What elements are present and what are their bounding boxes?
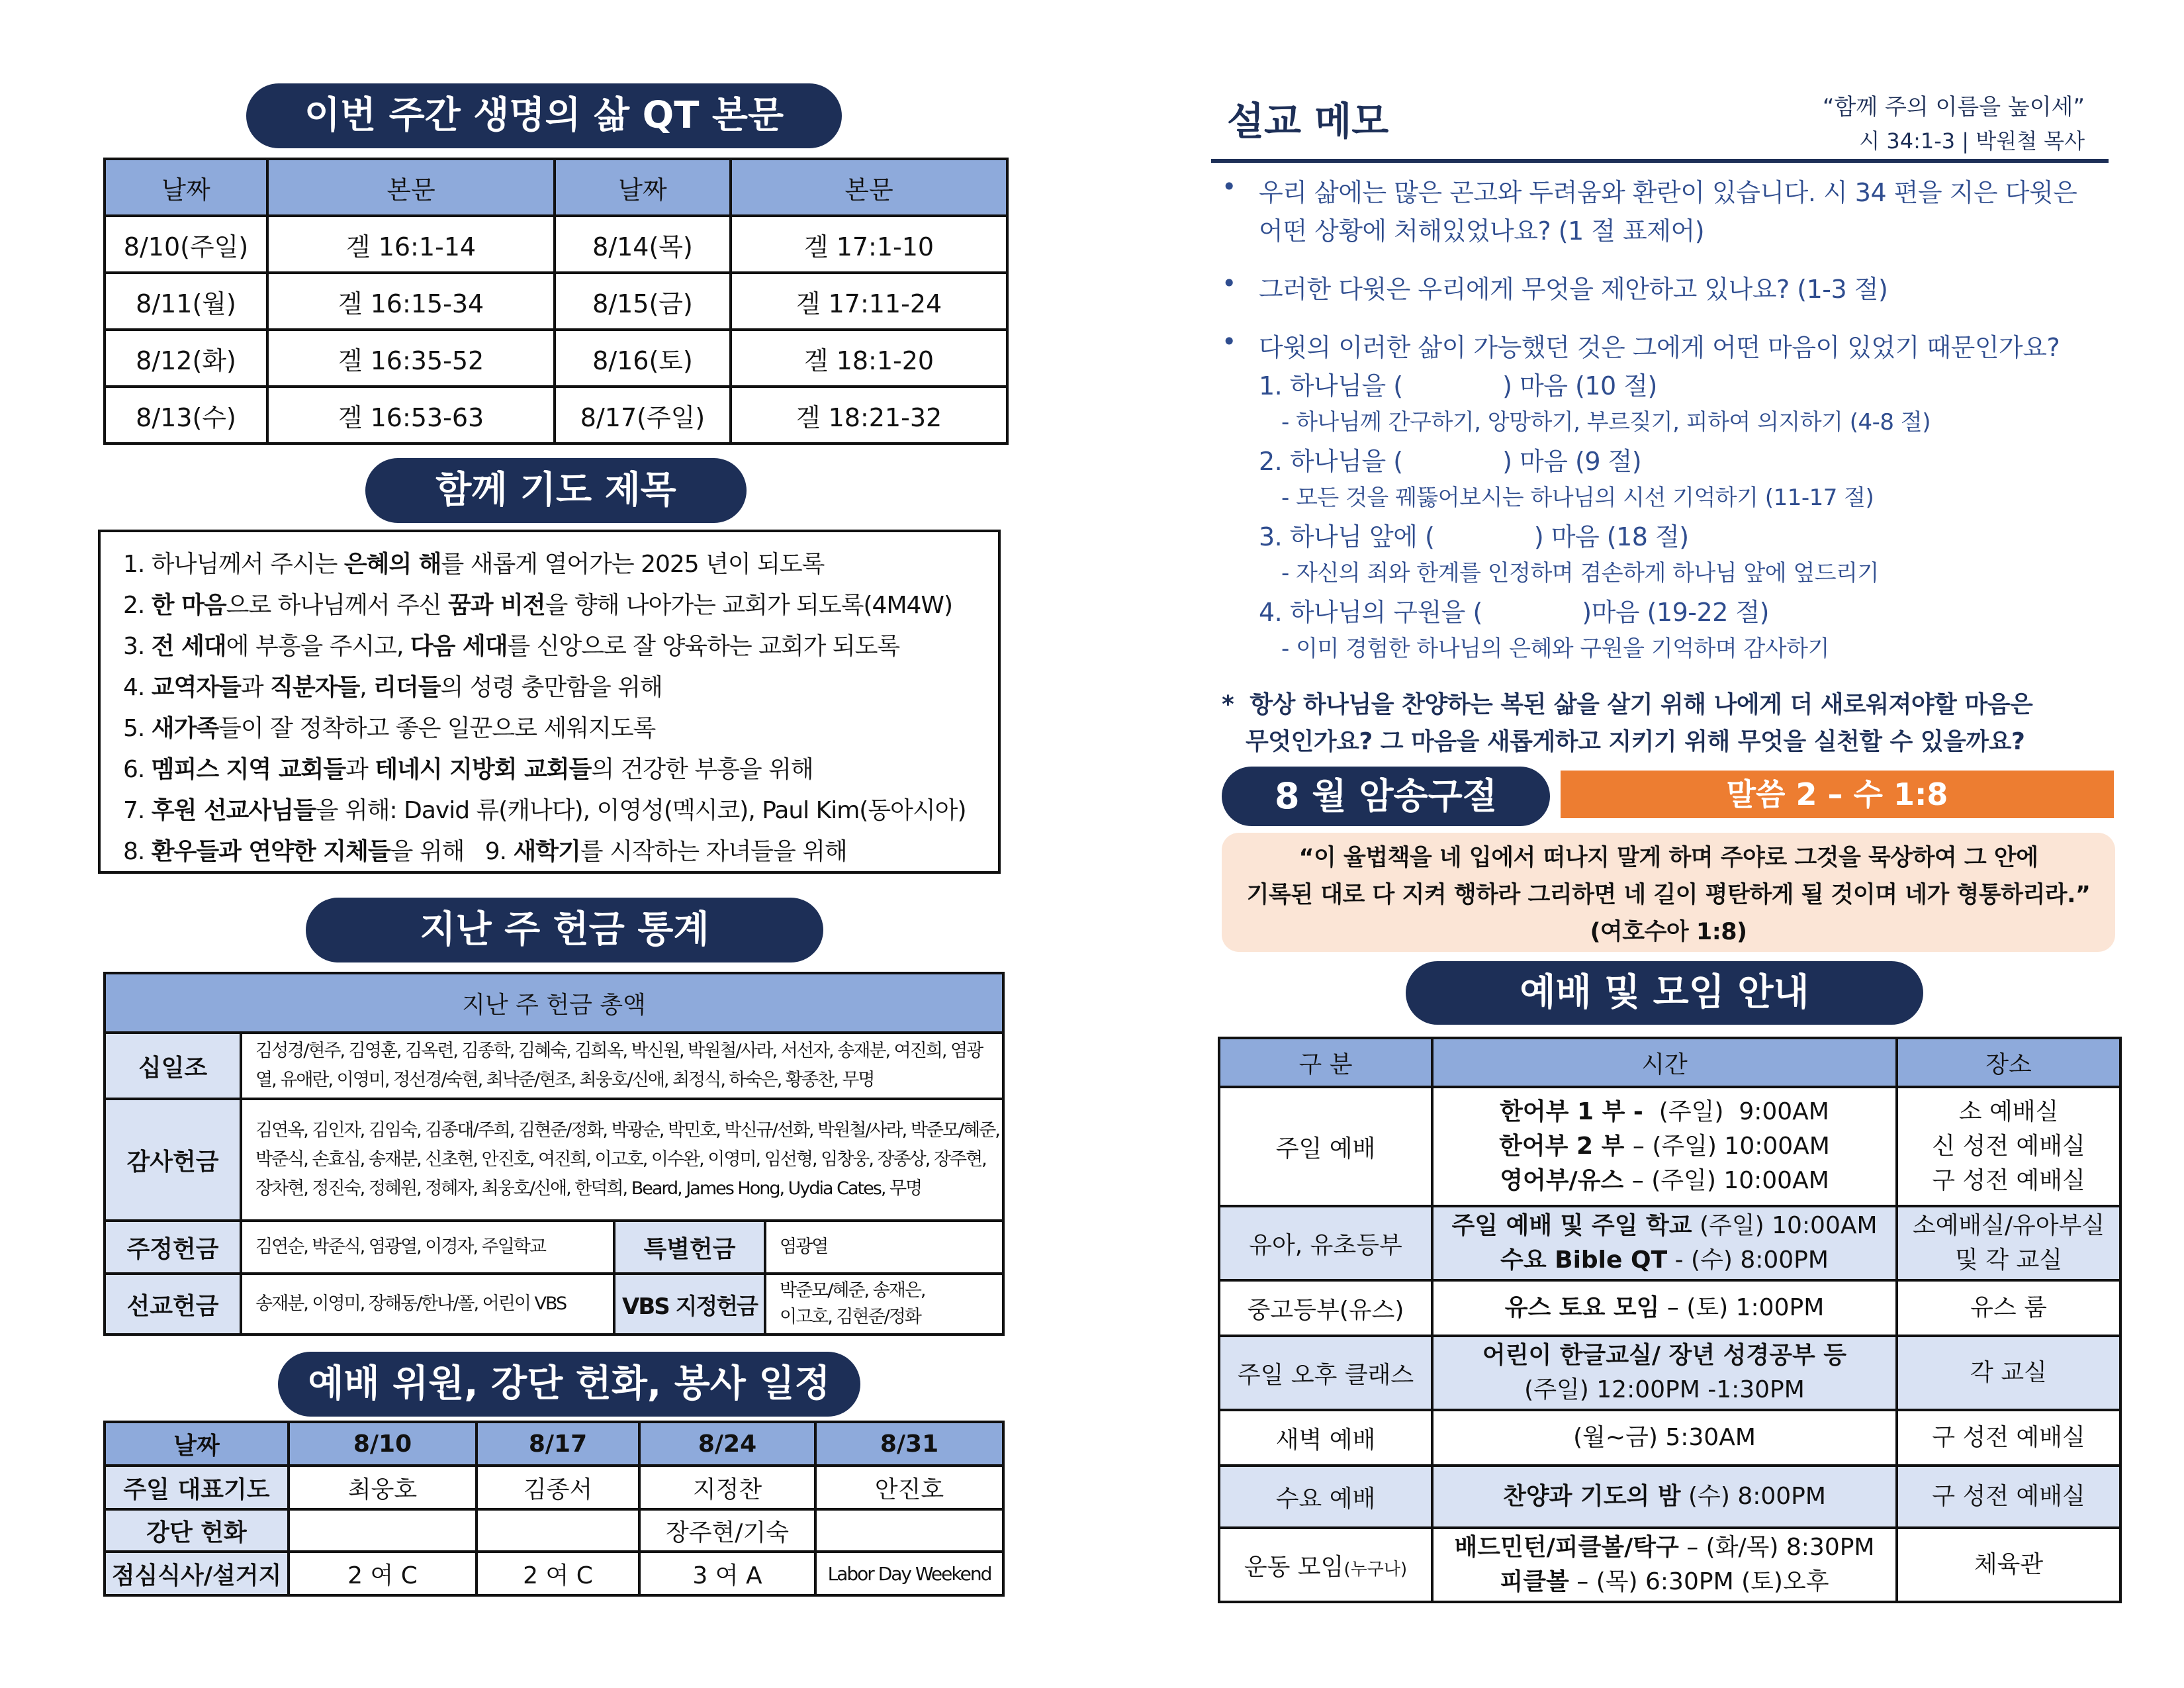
- prayer-item: [123, 544, 998, 585]
- schedule-header: 8/10: [289, 1422, 477, 1466]
- table-row: [105, 1509, 1003, 1552]
- schedule-cell: [477, 1509, 639, 1552]
- table-row: [105, 1033, 1003, 1099]
- schedule-cell: 김종서: [477, 1466, 639, 1509]
- worship-header: 구 분: [1219, 1038, 1432, 1087]
- qt-cell: 8/10(주일): [105, 216, 267, 273]
- schedule-header: 8/24: [639, 1422, 815, 1466]
- text-run: 5.: [123, 715, 152, 742]
- qt-cell: 겔 16:53-63: [267, 387, 555, 444]
- worship-place-line: 구 성전 예배실: [1932, 1424, 2085, 1451]
- offering-table: [103, 972, 1005, 1336]
- qt-cell: 8/13(수): [105, 387, 267, 444]
- qt-cell: 8/17(주일): [555, 387, 731, 444]
- worship-place: [1897, 1410, 2120, 1466]
- worship-time: [1432, 1087, 1897, 1206]
- schedule-cell: 최웅호: [289, 1466, 477, 1509]
- qt-cell: 8/15(금): [555, 273, 731, 330]
- schedule-cell: 3 여 A: [639, 1552, 815, 1595]
- text-run: 3.: [123, 633, 152, 660]
- prayer-item: [123, 749, 998, 790]
- sermon-question: 그러한 다윗은 우리에게 무엇을 제안하고 있나요? (1-3 절): [1259, 275, 1888, 304]
- qt-cell: 겔 16:1-14: [267, 216, 555, 273]
- worship-time-line: [1433, 1209, 1895, 1243]
- qt-cell: 겔 16:35-52: [267, 330, 555, 387]
- worship-category: [1219, 1466, 1432, 1528]
- sermon-point-detail: - 하나님께 간구하기, 앙망하기, 부르짖기, 피하여 의지하기 (4-8 절): [1281, 409, 1931, 436]
- offering-label: 주정헌금: [105, 1221, 241, 1274]
- text-run: – (화/목) 8:30PM: [1678, 1534, 1875, 1561]
- sermon-point-detail: - 이미 경험한 하나님의 은혜와 구원을 기억하며 감사하기: [1281, 635, 1829, 662]
- bullet-icon: •: [1222, 327, 1236, 356]
- worship-time-line: [1433, 1421, 1895, 1455]
- worship-category: [1219, 1410, 1432, 1466]
- text-run: 을 위해 9.: [390, 838, 514, 865]
- worship-place-line: 구 성전 예배실: [1932, 1483, 2085, 1510]
- text-run: 유스 토요 모임: [1504, 1294, 1660, 1321]
- text-run: 새가족: [151, 715, 219, 742]
- table-row: [1219, 1410, 2120, 1466]
- worship-category-label: 주일 예배: [1275, 1135, 1376, 1162]
- worship-time-line: [1433, 1530, 1895, 1565]
- text-run: 과: [345, 756, 375, 783]
- worship-place: [1897, 1528, 2120, 1602]
- memory-verse-line: (여호수아 1:8): [1590, 919, 1747, 945]
- text-run: 환우들과 연약한 지체들: [151, 838, 390, 865]
- text-run: 6.: [123, 756, 152, 783]
- qt-table: [103, 158, 1009, 445]
- offering-names: [765, 1274, 1003, 1335]
- offering-label: 선교헌금: [105, 1274, 241, 1335]
- worship-header: 장소: [1897, 1038, 2120, 1087]
- worship-time: [1432, 1528, 1897, 1602]
- text-run: 리더들: [373, 674, 441, 701]
- sermon-question: 다윗의 이러한 삶이 가능했던 것은 그에게 어떤 마음이 있었기 때문인가요?: [1259, 333, 2060, 362]
- schedule-label: 주일 대표기도: [105, 1466, 289, 1509]
- worship-category-label: 중고등부(유스): [1247, 1296, 1404, 1324]
- text-run: 꿈과 비전: [448, 592, 545, 619]
- offering-total-label: 지난 주 헌금 총액: [105, 973, 1003, 1033]
- sermon-title: 설교 메모: [1227, 99, 1389, 144]
- table-row: [105, 1221, 1003, 1274]
- table-row: [105, 1552, 1003, 1595]
- prayer-item: [123, 708, 998, 749]
- worship-place: [1897, 1336, 2120, 1410]
- schedule-cell: [815, 1509, 1003, 1552]
- schedule-cell: 2 여 C: [477, 1552, 639, 1595]
- worship-category-note: (누구나): [1343, 1559, 1408, 1579]
- sermon-reflection: 무엇인가요? 그 마음을 새롭게하고 지키기 위해 무엇을 실천할 수 있을까요?: [1246, 728, 2025, 755]
- table-row: [1219, 1336, 2120, 1410]
- worship-time: [1432, 1466, 1897, 1528]
- text-run: 의 성령 충만함을 위해: [440, 674, 662, 701]
- table-row: [105, 1274, 1003, 1335]
- text-run: 4.: [123, 674, 152, 701]
- worship-category: [1219, 1528, 1432, 1602]
- offering-names: 염광열: [765, 1221, 1003, 1274]
- sermon-question: 어떤 상황에 처해있었나요? (1 절 표제어): [1259, 216, 1705, 246]
- prayer-item: [123, 831, 998, 872]
- table-row: [105, 330, 1007, 387]
- text-run: 찬양과 기도의 밤: [1503, 1483, 1681, 1510]
- worship-time: [1432, 1280, 1897, 1336]
- text-run: 은혜의 해: [343, 551, 441, 578]
- qt-header: 본문: [731, 159, 1007, 216]
- text-run: 을 위해: David 류(캐나다), 이영성(멕시코), Paul Kim(동아시아): [315, 797, 966, 824]
- schedule-cell: 안진호: [815, 1466, 1003, 1509]
- table-row: [105, 1099, 1003, 1221]
- text-run: - (수) 8:00PM: [1667, 1246, 1829, 1274]
- table-row: [105, 387, 1007, 444]
- sermon-point-detail: - 자신의 죄와 한계를 인정하며 겸손하게 하나님 앞에 엎드리기: [1281, 560, 1879, 586]
- schedule-cell: [289, 1509, 477, 1552]
- text-run: 직분자들: [270, 674, 360, 701]
- prayer-item: [123, 585, 998, 626]
- sermon-reflection: * 항상 하나님을 찬양하는 복된 삶을 살기 위해 나에게 더 새로워져야할 마음은: [1222, 691, 2033, 718]
- text-run: – (주일) 10:00AM: [1631, 1167, 1829, 1194]
- offering-label: 십일조: [105, 1033, 241, 1099]
- qt-title: 이번 주간 생명의 삶 QT 본문: [246, 83, 842, 148]
- vbs-line: 이고호, 김현준/정화: [780, 1307, 921, 1327]
- worship-category-label: 수요 예배: [1275, 1485, 1376, 1513]
- qt-cell: 겔 18:21-32: [731, 387, 1007, 444]
- worship-table: [1218, 1037, 2122, 1603]
- offering-names: 김연옥, 김인자, 김임숙, 김종대/주희, 김현준/정화, 박광순, 박민호, 박신규/선화, 박원철/사라, 박준모/혜준, 박준식, 손효심, 송재분, 신초현, 안진호, 여진희, 이고호, 이수완, 이영미, 임선형, 임창웅, 장종상, 장주현, 장차현, 정진숙, 정혜원, 정혜자, 최웅호/신애, 한덕희, Beard, James Hong, Uydia Cates, 무명: [241, 1099, 1003, 1221]
- worship-time-line: [1433, 1095, 1895, 1129]
- worship-category-label: 운동 모임: [1244, 1553, 1344, 1581]
- worship-place: [1897, 1280, 2120, 1336]
- offering-label: VBS 지정헌금: [614, 1274, 765, 1335]
- text-run: 한어부 1 부 -: [1500, 1098, 1652, 1125]
- worship-place-line: 신 성전 예배실: [1932, 1133, 2085, 1160]
- prayer-list: [123, 544, 998, 872]
- sermon-quote: “함께 주의 이름을 높이세”: [1822, 94, 2085, 120]
- offering-names: 송재분, 이영미, 장해동/한나/폴, 어린이 VBS: [241, 1274, 614, 1335]
- schedule-header: 날짜: [105, 1422, 289, 1466]
- worship-place-line: 유스 룸: [1970, 1294, 2047, 1321]
- text-run: – (주일) 10:00AM: [1632, 1133, 1830, 1160]
- worship-place-line: 및 각 교실: [1955, 1246, 2062, 1274]
- sermon-reference: 시 34:1-3 | 박원철 목사: [1859, 128, 2085, 154]
- worship-place: [1897, 1206, 2120, 1280]
- schedule-cell: 지정찬: [639, 1466, 815, 1509]
- sermon-point: 4. 하나님의 구원을 ( )마음 (19-22 절): [1259, 598, 1769, 627]
- table-row: [1219, 1466, 2120, 1528]
- text-run: 를 새롭게 열어가는 2025 년이 되도록: [441, 551, 825, 578]
- worship-time-line: [1433, 1243, 1895, 1278]
- text-run: 전 세대: [151, 633, 226, 660]
- qt-cell: 8/14(목): [555, 216, 731, 273]
- worship-time: [1432, 1336, 1897, 1410]
- worship-place: [1897, 1087, 2120, 1206]
- table-row: [1219, 1206, 2120, 1280]
- worship-category-label: 주일 오후 클래스: [1237, 1361, 1414, 1389]
- qt-cell: 8/11(월): [105, 273, 267, 330]
- worship-time-line: [1433, 1373, 1895, 1407]
- worship-title: 예배 및 모임 안내: [1406, 961, 1923, 1025]
- text-run: 들이 잘 정착하고 좋은 일꾼으로 세워지도록: [218, 715, 656, 742]
- worship-time-line: [1433, 1338, 1895, 1373]
- memory-verse-box: [1222, 833, 2115, 952]
- text-run: 2.: [123, 592, 152, 619]
- text-run: 의 건강한 부흥을 위해: [591, 756, 813, 783]
- memory-title: 8 월 암송구절: [1222, 767, 1550, 826]
- worship-time: [1432, 1206, 1897, 1280]
- schedule-cell: Labor Day Weekend: [815, 1552, 1003, 1595]
- offering-names: 김성경/현주, 김영훈, 김옥련, 김종학, 김혜숙, 김희옥, 박신원, 박원철/사라, 서선자, 송재분, 여진희, 염광열, 유애란, 이영미, 정선경/숙현, 최낙준/현조, 최웅호/신애, 최정식, 하숙은, 황종찬, 무명: [241, 1033, 1003, 1099]
- qt-cell: 8/16(토): [555, 330, 731, 387]
- text-run: – (목) 6:30PM (토)오후: [1569, 1568, 1829, 1595]
- text-run: 8.: [123, 838, 152, 865]
- text-run: 에 부흥을 주시고,: [226, 633, 410, 660]
- table-row: [105, 273, 1007, 330]
- memory-verse-line: “이 율법책을 네 입에서 떠나지 말게 하며 주야로 그것을 묵상하여 그 안에: [1298, 845, 2038, 871]
- offering-title: 지난 주 헌금 통계: [306, 898, 823, 962]
- schedule-header: 8/31: [815, 1422, 1003, 1466]
- schedule-cell: 장주현/기숙: [639, 1509, 815, 1552]
- worship-place-line: 소예배실/유아부실: [1912, 1212, 2105, 1239]
- worship-time-line: [1433, 1164, 1895, 1198]
- schedule-label: 강단 헌화: [105, 1509, 289, 1552]
- worship-category-label: 유아, 유초등부: [1249, 1231, 1402, 1259]
- schedule-header: 8/17: [477, 1422, 639, 1466]
- qt-header: 날짜: [555, 159, 731, 216]
- offering-names: 김연순, 박준식, 염광열, 이경자, 주일학교: [241, 1221, 614, 1274]
- worship-time-line: [1433, 1291, 1895, 1325]
- text-run: 1. 하나님께서 주시는: [123, 551, 344, 578]
- text-run: (수) 8:00PM: [1680, 1483, 1826, 1510]
- schedule-cell: 2 여 C: [289, 1552, 477, 1595]
- text-run: 어린이 한글교실/ 장년 성경공부 등: [1482, 1342, 1847, 1369]
- schedule-label: 점심식사/설거지: [105, 1552, 289, 1595]
- table-row: [1219, 1087, 2120, 1206]
- table-row: [105, 1466, 1003, 1509]
- worship-category: [1219, 1336, 1432, 1410]
- prayer-box: [98, 530, 1001, 874]
- worship-place-line: 체육관: [1974, 1551, 2044, 1578]
- worship-header: 시간: [1432, 1038, 1897, 1087]
- worship-category-label: 새벽 예배: [1275, 1426, 1376, 1454]
- text-run: 새학기: [513, 838, 580, 865]
- schedule-table: [103, 1421, 1005, 1597]
- memory-verse-line: 기록된 대로 다 지켜 행하라 그리하면 네 길이 평탄하게 될 것이며 네가 형통하리라.”: [1246, 882, 2091, 908]
- text-run: 한 마음: [151, 592, 226, 619]
- text-run: 과: [240, 674, 271, 701]
- table-row: [105, 216, 1007, 273]
- memory-tag: 말씀 2 – 수 1:8: [1561, 771, 2114, 818]
- text-run: (주일) 12:00PM -1:30PM: [1524, 1376, 1805, 1403]
- text-run: 수요 Bible QT: [1500, 1246, 1668, 1274]
- qt-header: 본문: [267, 159, 555, 216]
- sermon-question: 우리 삶에는 많은 곤고와 두려움와 환란이 있습니다. 시 34 편을 지은 다윗은: [1259, 178, 2077, 207]
- sermon-point: 2. 하나님을 ( ) 마음 (9 절): [1259, 447, 1642, 476]
- prayer-item: [123, 626, 998, 667]
- worship-category: [1219, 1206, 1432, 1280]
- bullet-icon: •: [1222, 172, 1236, 201]
- worship-place-line: 소 예배실: [1958, 1098, 2059, 1125]
- text-run: 영어부/유스: [1500, 1167, 1632, 1194]
- text-run: 테네시 지방회 교회들: [375, 756, 592, 783]
- prayer-item: [123, 790, 998, 831]
- text-run: (월~금) 5:30AM: [1573, 1424, 1756, 1451]
- schedule-title: 예배 위원, 강단 헌화, 봉사 일정: [278, 1352, 860, 1417]
- worship-time-line: [1433, 1565, 1895, 1599]
- vbs-line: 박준모/혜준, 송재은,: [780, 1280, 925, 1301]
- text-run: 교역자들: [151, 674, 241, 701]
- text-run: 피클볼: [1500, 1568, 1569, 1595]
- text-run: 를 시작하는 자녀들을 위해: [580, 838, 847, 865]
- text-run: (주일) 10:00AM: [1692, 1212, 1878, 1239]
- prayer-title: 함께 기도 제목: [365, 458, 747, 523]
- sermon-point-detail: - 모든 것을 꿰뚫어보시는 하나님의 시선 기억하기 (11-17 절): [1281, 485, 1874, 511]
- worship-time: [1432, 1410, 1897, 1466]
- worship-category: [1219, 1087, 1432, 1206]
- bullet-icon: •: [1222, 269, 1236, 298]
- worship-place: [1897, 1466, 2120, 1528]
- qt-cell: 겔 17:1-10: [731, 216, 1007, 273]
- sermon-point: 1. 하나님을 ( ) 마음 (10 절): [1259, 371, 1657, 400]
- worship-time-line: [1433, 1129, 1895, 1164]
- text-run: 후원 선교사님들: [151, 797, 316, 824]
- text-run: 으로 하나님께서 주신: [226, 592, 448, 619]
- text-run: 배드민턴/피클볼/탁구: [1454, 1534, 1679, 1561]
- offering-label: 특별헌금: [614, 1221, 765, 1274]
- text-run: 한어부 2 부: [1499, 1133, 1633, 1160]
- text-run: 주일 예배 및 주일 학교: [1451, 1212, 1692, 1239]
- table-row: [1219, 1528, 2120, 1602]
- qt-cell: 8/12(화): [105, 330, 267, 387]
- prayer-item: [123, 667, 998, 708]
- text-run: 을 향해 나아가는 교회가 되도록(4M4W): [545, 592, 953, 619]
- text-run: – (토) 1:00PM: [1659, 1294, 1825, 1321]
- sermon-point: 3. 하나님 앞에 ( ) 마음 (18 절): [1259, 522, 1689, 551]
- text-run: ,: [359, 674, 374, 701]
- sermon-divider: [1211, 159, 2109, 163]
- qt-cell: 겔 18:1-20: [731, 330, 1007, 387]
- worship-category: [1219, 1280, 1432, 1336]
- table-row: [1219, 1280, 2120, 1336]
- offering-label: 감사헌금: [105, 1099, 241, 1221]
- worship-time-line: [1433, 1479, 1895, 1514]
- text-run: 다음 세대: [410, 633, 508, 660]
- worship-place-line: 각 교실: [1970, 1359, 2047, 1386]
- text-run: 7.: [123, 797, 152, 824]
- text-run: 멤피스 지역 교회들: [151, 756, 346, 783]
- qt-cell: 겔 17:11-24: [731, 273, 1007, 330]
- qt-header: 날짜: [105, 159, 267, 216]
- worship-place-line: 구 성전 예배실: [1932, 1167, 2085, 1194]
- qt-cell: 겔 16:15-34: [267, 273, 555, 330]
- text-run: 를 신앙으로 잘 양육하는 교회가 되도록: [507, 633, 900, 660]
- text-run: (주일) 9:00AM: [1651, 1098, 1829, 1125]
